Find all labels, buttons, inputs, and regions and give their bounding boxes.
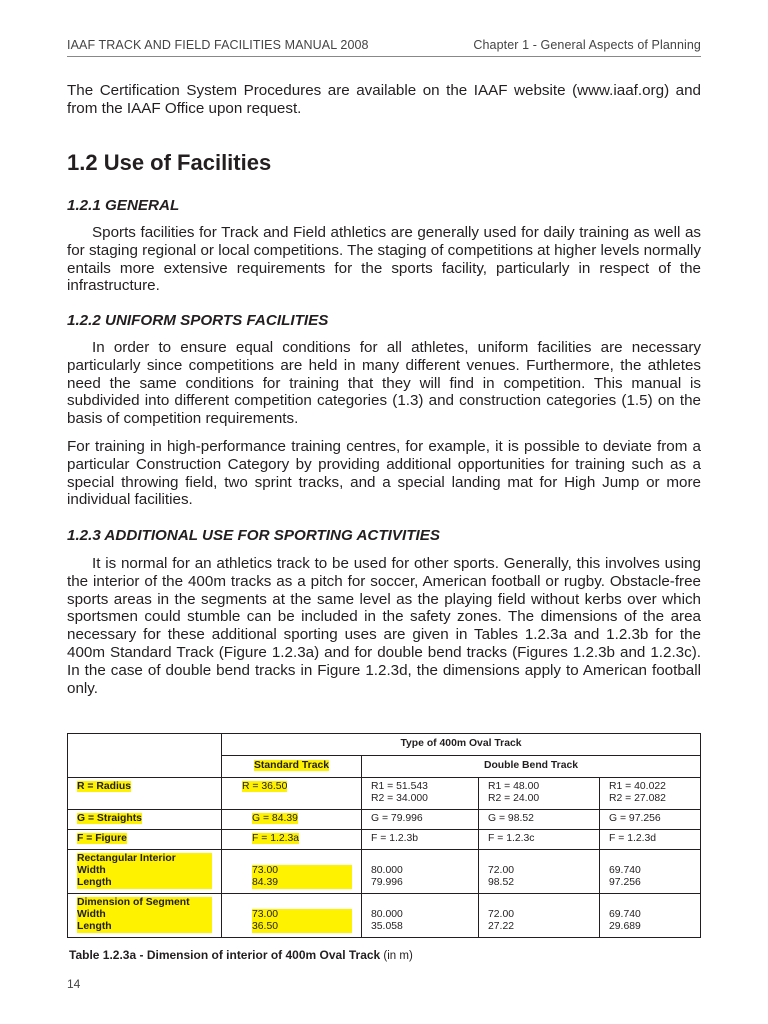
figure-label: F = Figure xyxy=(68,830,222,850)
table-header-row xyxy=(68,734,701,756)
rectangular-interior-double-3: 69.740 97.256 xyxy=(600,850,701,894)
standard-track-header: Standard Track xyxy=(222,756,362,778)
double-bend-track-header: Double Bend Track xyxy=(362,756,701,778)
segment-dimension-double-2: 72.00 27.22 xyxy=(479,894,600,938)
radius-double-2: R1 = 48.00 R2 = 24.00 xyxy=(479,778,600,810)
radius-standard: R = 36.50 xyxy=(222,778,362,810)
rectangular-interior-double-1: 80.000 79.996 xyxy=(362,850,479,894)
segment-dimension-label: Dimension of Segment Width Length xyxy=(68,894,222,938)
segment-dimension-double-1: 80.000 35.058 xyxy=(362,894,479,938)
header-rule xyxy=(67,56,701,57)
table-row xyxy=(68,810,701,830)
straights-double-1: G = 79.996 xyxy=(362,810,479,830)
straights-double-3: G = 97.256 xyxy=(600,810,701,830)
intro-paragraph: The Certification System Procedures are available on the IAAF website (www.iaaf.org) and from the IAAF Office upon request. xyxy=(67,82,701,117)
subsection-1-2-2-paragraph-2: For training in high-performance training centres, for example, it is possible to deviate from a particular Construction Category by providing additional opportunities for training such as a special throwing field, two sprint tracks, and a special landing mat for High Jump or more individual facilities. xyxy=(67,438,701,509)
table-corner-cell xyxy=(68,734,222,778)
header-chapter-title: Chapter 1 - General Aspects of Planning xyxy=(473,38,701,52)
page-number: 14 xyxy=(67,977,81,991)
section-title: 1.2 Use of Facilities xyxy=(67,150,272,175)
segment-dimension-standard: 73.00 36.50 xyxy=(222,894,362,938)
figure-double-3: F = 1.2.3d xyxy=(600,830,701,850)
subsection-1-2-1-paragraph: Sports facilities for Track and Field athletics are generally used for daily training as well as for staging regional or local competitions. The staging of competitions at higher levels normally entails more extensive requirements for the sports facility, particularly in respect of the infrastructure. xyxy=(67,224,701,295)
table-row xyxy=(68,850,701,894)
subsection-1-2-3-title: 1.2.3 ADDITIONAL USE FOR SPORTING ACTIVITIES xyxy=(67,527,440,544)
straights-double-2: G = 98.52 xyxy=(479,810,600,830)
radius-double-3: R1 = 40.022 R2 = 27.082 xyxy=(600,778,701,810)
figure-double-2: F = 1.2.3c xyxy=(479,830,600,850)
straights-standard: G = 84.39 xyxy=(222,810,362,830)
radius-double-1: R1 = 51.543 R2 = 34.000 xyxy=(362,778,479,810)
table-row xyxy=(68,894,701,938)
rectangular-interior-double-2: 72.00 98.52 xyxy=(479,850,600,894)
figure-double-1: F = 1.2.3b xyxy=(362,830,479,850)
table-row xyxy=(68,830,701,850)
radius-label: R = Radius xyxy=(68,778,222,810)
table-caption: Table 1.2.3a - Dimension of interior of 400m Oval Track (in m) xyxy=(69,948,413,962)
straights-label: G = Straights xyxy=(68,810,222,830)
segment-dimension-double-3: 69.740 29.689 xyxy=(600,894,701,938)
figure-standard: F = 1.2.3a xyxy=(222,830,362,850)
oval-track-dimension-table xyxy=(67,733,701,938)
subsection-1-2-2-paragraph-1: In order to ensure equal conditions for all athletes, uniform facilities are necessary particularly since competitions are held in many different venues. Furthermore, the athletes need the same conditions for training that they will find in competition. This manual is subdivided into different competition categories (1.3) and construction categories (1.5) on the basis of competition requirements. xyxy=(67,339,701,428)
rectangular-interior-label: Rectangular Interior Width Length xyxy=(68,850,222,894)
subsection-1-2-2-title: 1.2.2 UNIFORM SPORTS FACILITIES xyxy=(67,312,329,329)
subsection-1-2-1-title: 1.2.1 GENERAL xyxy=(67,197,180,214)
header-manual-title: IAAF TRACK AND FIELD FACILITIES MANUAL 2008 xyxy=(67,38,369,52)
rectangular-interior-standard: 73.00 84.39 xyxy=(222,850,362,894)
subsection-1-2-3-paragraph: It is normal for an athletics track to be used for other sports. Generally, this involves using the interior of the 400m tracks as a pitch for soccer, American football or rugby. Obstacle-free sports areas in the segments at the same level as the playing field without kerbs over which sportsmen could stumble can be included in the safety zones. The dimensions of the area necessary for these additional sporting uses are given in Tables 1.2.3a and 1.2.3b for the 400m Standard Track (Figure 1.2.3a) and for double bend tracks (Figures 1.2.3b and 1.2.3c). In the case of double bend tracks in Figure 1.2.3d, the dimensions apply to American football only. xyxy=(67,555,701,697)
table-top-header: Type of 400m Oval Track xyxy=(222,734,701,756)
running-header xyxy=(67,38,701,56)
table-row xyxy=(68,778,701,810)
